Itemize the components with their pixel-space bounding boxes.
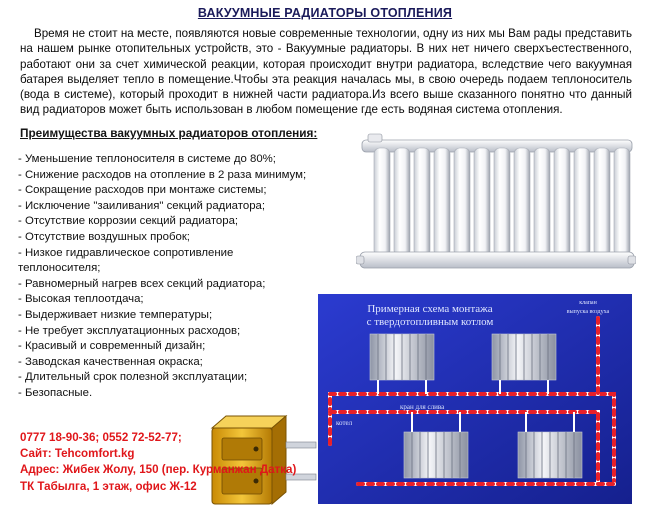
advantage-item: - Отсутствие коррозии секций радиатора;: [18, 215, 239, 228]
radiator-fins: [374, 148, 630, 256]
advantage-item: - Уменьшение теплоносителя в системе до 80%;: [18, 153, 276, 165]
contact-site[interactable]: Сайт: Tehcomfort.kg: [20, 447, 135, 461]
scheme-caption-line1: Примерная схема монтажа: [367, 303, 493, 315]
scheme-note-air: выпуска воздуха: [566, 309, 610, 315]
page-title: ВАКУУМНЫЕ РАДИАТОРЫ ОТОПЛЕНИЯ: [197, 6, 453, 20]
scheme-note-valve: клапан: [579, 300, 597, 306]
contacts-block: [20, 430, 320, 495]
scheme-caption-line2: с твердотопливным котлом: [366, 316, 494, 328]
radiator-bottom-bar: [360, 252, 634, 268]
advantages-list: [18, 152, 318, 402]
advantage-item: - Высокая теплоотдача;: [18, 293, 144, 306]
advantage-item: - Исключение "заиливания" секций радиатора;: [18, 199, 266, 212]
scheme-radiator-top-right: [492, 334, 556, 380]
radiator-valve: [368, 134, 382, 142]
advantage-item: - Не требует эксплуатационных расходов;: [18, 324, 241, 337]
advantage-item: - Длительный срок полезной эксплуатации;: [18, 371, 248, 384]
contact-phones: 0777 18-90-36; 0552 72-52-77;: [20, 431, 182, 444]
advantages-heading: Преимущества вакуумных радиаторов отопления:: [20, 126, 318, 140]
scheme-label-boiler: котел: [336, 419, 353, 427]
advantage-item: - Равномерный нагрев всех секций радиатора;: [18, 277, 266, 290]
advantage-item: - Красивый и современный дизайн;: [18, 340, 206, 353]
scheme-radiator-bottom-right: [518, 432, 582, 478]
advantage-item: - Сокращение расходов при монтаже системы;: [18, 184, 267, 197]
advantage-item: - Безопасные.: [18, 386, 93, 399]
scheme-label-drain: кран для слива: [400, 403, 445, 411]
intro-paragraph: Время не стоит на месте, появляются новые современные технологии, одну из них мы Вам рады представить на нашем рынке отопительных устройств, это - Вакуумные радиаторы. В них нет ничего сверхъестественного, работают они за счет химической реакции, которая происходит внутри радиатора, вследствие чего вакуумная батарея выделяет тепло в помещение.Чтобы эта реакция началась мы, в свою очередь подаем теплоноситель (вода в системе), который проходит в нижней части радиатора.Из всего выше сказанного понятно что данный вид радиаторов может быть использован в любом помещение где есть водяная система отопления.: [20, 27, 632, 117]
contact-address: Адрес: Жибек Жолу, 150 (пер. Курманжан Датка): [20, 463, 297, 477]
advantage-item: - Снижение расходов на отопление в 2 раза минимум;: [18, 168, 307, 181]
advantage-item: - Отсутствие воздушных пробок;: [18, 230, 190, 243]
radiator-image: [356, 130, 636, 280]
installation-scheme-image: [318, 294, 632, 504]
contact-office: ТК Табылга, 1 этаж, офис Ж-12: [20, 479, 197, 493]
advantage-item: - Заводская качественная окраска;: [18, 355, 203, 368]
scheme-radiator-top-left: [370, 334, 434, 380]
scheme-radiator-bottom-left: [404, 432, 468, 478]
advantage-item: - Выдерживает низкие температуры;: [18, 308, 213, 321]
advantage-item: - Низкое гидравлическое сопротивление теплоносителя;: [18, 246, 234, 275]
